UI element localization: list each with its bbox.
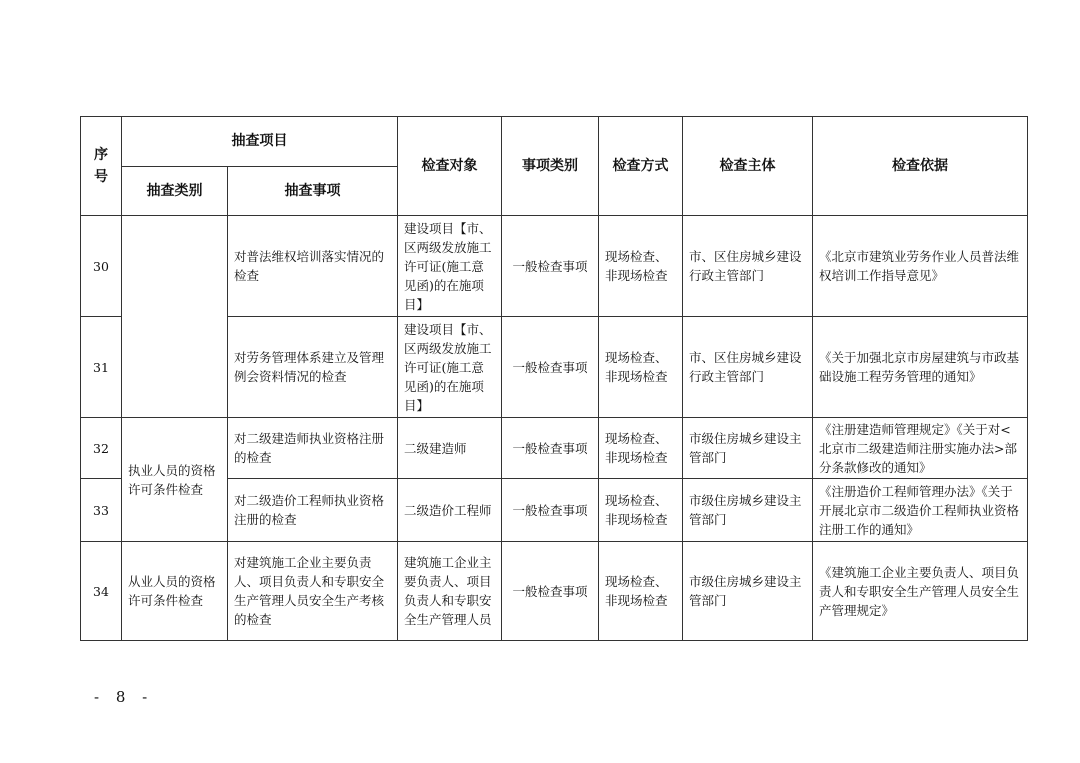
table-row	[81, 216, 1028, 317]
row-basis: 《注册建造师管理规定》《关于对<北京市二级建造师注册实施办法>部分条款修改的通知》	[813, 418, 1028, 479]
row-object: 二级造价工程师	[398, 479, 502, 542]
row-item: 对劳务管理体系建立及管理例会资料情况的检查	[228, 317, 398, 418]
header-item: 抽查事项	[228, 167, 398, 216]
row-method: 现场检查、非现场检查	[599, 418, 683, 479]
header-basis: 检查依据	[813, 117, 1028, 216]
row-type: 一般检查事项	[502, 542, 599, 641]
row-object: 二级建造师	[398, 418, 502, 479]
row-item: 对建筑施工企业主要负责人、项目负责人和专职安全生产管理人员安全生产考核的检查	[228, 542, 398, 641]
row-seq: 33	[81, 479, 122, 542]
row-basis: 《注册造价工程师管理办法》《关于开展北京市二级造价工程师执业资格注册工作的通知》	[813, 479, 1028, 542]
row-method: 现场检查、非现场检查	[599, 542, 683, 641]
header-method: 检查方式	[599, 117, 683, 216]
header-subject: 检查主体	[683, 117, 813, 216]
row-subject: 市、区住房城乡建设行政主管部门	[683, 216, 813, 317]
row-method: 现场检查、非现场检查	[599, 479, 683, 542]
row-item: 对普法维权培训落实情况的检查	[228, 216, 398, 317]
row-category: 从业人员的资格许可条件检查	[122, 542, 228, 641]
row-method: 现场检查、非现场检查	[599, 216, 683, 317]
row-category	[122, 216, 228, 418]
row-seq: 30	[81, 216, 122, 317]
header-object: 检查对象	[398, 117, 502, 216]
header-type: 事项类别	[502, 117, 599, 216]
header-row-1	[81, 117, 1028, 167]
row-subject: 市级住房城乡建设主管部门	[683, 418, 813, 479]
row-method: 现场检查、非现场检查	[599, 317, 683, 418]
row-object: 建设项目【市、区两级发放施工许可证(施工意见函)的在施项目】	[398, 317, 502, 418]
row-seq: 31	[81, 317, 122, 418]
row-basis: 《北京市建筑业劳务作业人员普法维权培训工作指导意见》	[813, 216, 1028, 317]
row-item: 对二级建造师执业资格注册的检查	[228, 418, 398, 479]
row-seq: 32	[81, 418, 122, 479]
inspection-table	[80, 116, 1028, 641]
row-object: 建设项目【市、区两级发放施工许可证(施工意见函)的在施项目】	[398, 216, 502, 317]
header-seq: 序 号	[81, 117, 122, 216]
header-category: 抽查类别	[122, 167, 228, 216]
row-subject: 市级住房城乡建设主管部门	[683, 479, 813, 542]
row-basis: 《建筑施工企业主要负责人、项目负责人和专职安全生产管理人员安全生产管理规定》	[813, 542, 1028, 641]
table-row	[81, 418, 1028, 479]
row-basis: 《关于加强北京市房屋建筑与市政基础设施工程劳务管理的通知》	[813, 317, 1028, 418]
row-subject: 市级住房城乡建设主管部门	[683, 542, 813, 641]
row-object: 建筑施工企业主要负责人、项目负责人和专职安全生产管理人员	[398, 542, 502, 641]
row-item: 对二级造价工程师执业资格注册的检查	[228, 479, 398, 542]
row-seq: 34	[81, 542, 122, 641]
row-category: 执业人员的资格许可条件检查	[122, 418, 228, 542]
page-number: - 8 -	[94, 688, 154, 706]
row-type: 一般检查事项	[502, 418, 599, 479]
row-type: 一般检查事项	[502, 216, 599, 317]
table-row	[81, 542, 1028, 641]
row-type: 一般检查事项	[502, 317, 599, 418]
row-type: 一般检查事项	[502, 479, 599, 542]
header-project-group: 抽查项目	[122, 117, 398, 167]
row-subject: 市、区住房城乡建设行政主管部门	[683, 317, 813, 418]
